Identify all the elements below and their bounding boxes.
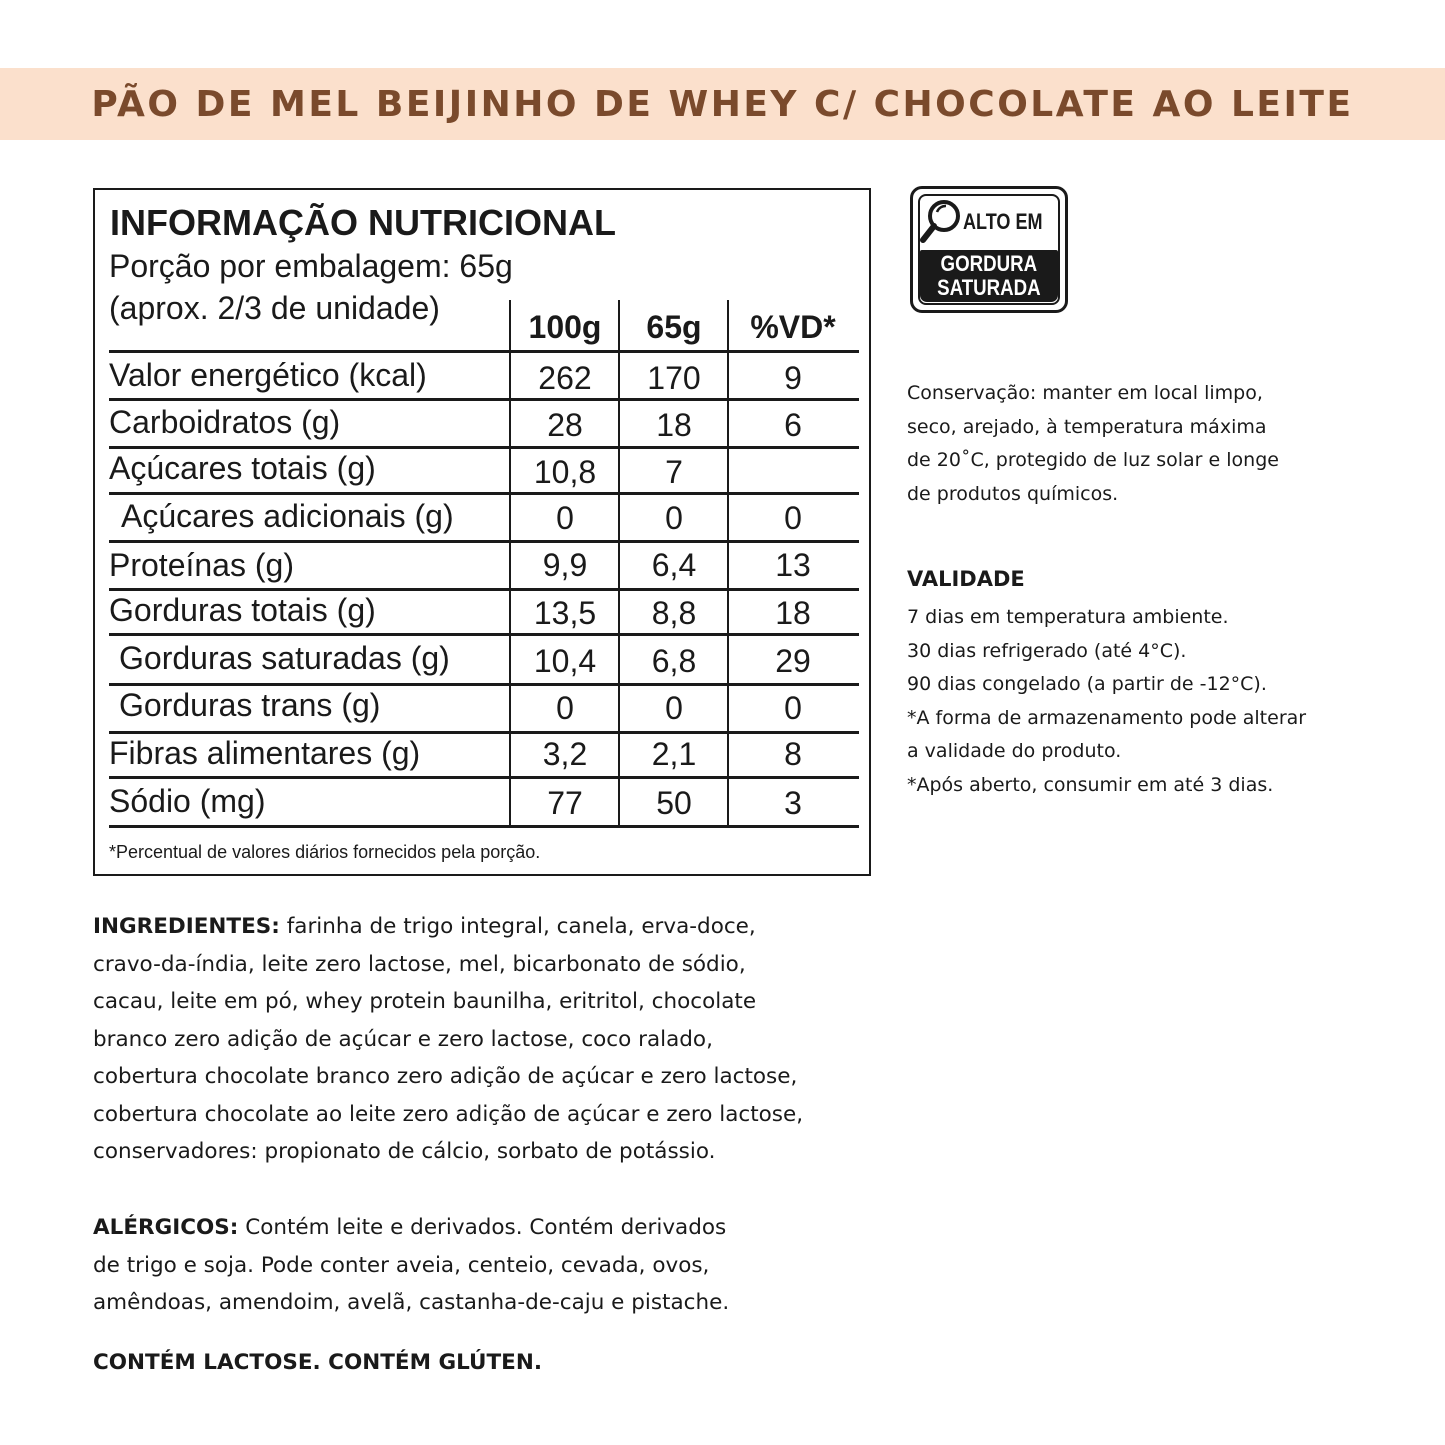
cell-proteins-65g: 6,4	[651, 547, 697, 583]
cell-saturated-fat-65g: 6,8	[651, 643, 697, 679]
ingredients-label: INGREDIENTES:	[93, 914, 280, 939]
row-label-trans-fat: Gorduras trans (g)	[119, 687, 381, 723]
serving-size: Porção por embalagem: 65g	[109, 248, 513, 284]
validity-title: VALIDADE	[907, 567, 1025, 591]
allergens-line: amêndoas, amendoim, avelã, castanha-de-caju e pistache.	[93, 1290, 730, 1315]
title-banner	[0, 68, 1445, 140]
row-label-total-fat: Gorduras totais (g)	[109, 592, 376, 628]
cell-proteins-100g: 9,9	[542, 547, 588, 583]
badge-line-2: SATURADA	[937, 275, 1041, 300]
nutrition-footnote: *Percentual de valores diários fornecidos pela porção.	[109, 842, 541, 862]
storage-instructions	[907, 377, 1279, 511]
cell-sodium-100g: 77	[547, 785, 583, 821]
storage-line: Conservação: manter em local limpo,	[907, 382, 1263, 404]
cell-trans-fat-vd: 0	[784, 690, 802, 726]
row-divider	[109, 825, 859, 828]
cell-energy-65g: 170	[647, 360, 701, 396]
cell-added-sugars-100g: 0	[556, 500, 574, 536]
row-label-saturated-fat: Gorduras saturadas (g)	[119, 640, 450, 676]
row-divider	[109, 776, 859, 779]
row-divider	[109, 398, 859, 401]
storage-line: seco, arejado, à temperatura máxima	[907, 415, 1267, 438]
cell-total-fat-vd: 18	[775, 595, 811, 631]
cell-carbs-65g: 18	[656, 407, 692, 443]
allergens-line: de trigo e soja. Pode conter aveia, centeio, cevada, ovos,	[93, 1252, 710, 1278]
validity-line: 7 dias em temperatura ambiente.	[907, 606, 1229, 628]
nutrition-facts-table	[93, 188, 871, 876]
row-divider	[109, 446, 859, 449]
nutrition-title: INFORMAÇÃO NUTRICIONAL	[110, 202, 616, 243]
badge-high-in-text: ALTO EM	[963, 209, 1043, 234]
cell-total-sugars-100g: 10,8	[533, 454, 597, 490]
serving-note: (aprox. 2/3 de unidade)	[109, 290, 440, 326]
cell-trans-fat-100g: 0	[556, 690, 574, 726]
cell-fiber-65g: 2,1	[651, 736, 697, 772]
validity-line: 90 dias congelado (a partir de -12°C).	[907, 673, 1267, 695]
storage-line: de produtos químicos.	[907, 482, 1119, 505]
validity-line: a validade do produto.	[907, 740, 1122, 762]
cell-total-fat-65g: 8,8	[651, 595, 697, 631]
validity-info	[907, 601, 1306, 802]
contains-warning: CONTÉM LACTOSE. CONTÉM GLÚTEN.	[93, 1350, 543, 1375]
row-divider	[109, 540, 859, 543]
row-label-sodium: Sódio (mg)	[109, 783, 266, 819]
high-saturated-fat-badge	[910, 186, 1068, 313]
column-header-65g: 65g	[646, 309, 702, 345]
validity-line: *Após aberto, consumir em até 3 dias.	[907, 773, 1274, 796]
row-divider	[109, 588, 859, 591]
cell-trans-fat-65g: 0	[665, 690, 683, 726]
ingredients-line: cravo-da-índia, leite zero lactose, mel, bicarbonato de sódio,	[93, 951, 746, 977]
row-label-total-sugars: Açúcares totais (g)	[109, 450, 376, 486]
badge-line-1: GORDURA	[940, 251, 1038, 276]
allergens-line: Contém leite e derivados. Contém derivados	[238, 1215, 727, 1240]
ingredients-line: cacau, leite em pó, whey protein baunilha, eritritol, chocolate	[93, 989, 757, 1014]
cell-fiber-100g: 3,2	[542, 736, 588, 772]
row-label-carbs: Carboidratos (g)	[109, 404, 341, 440]
ingredients-line: cobertura chocolate ao leite zero adição de açúcar e zero lactose,	[93, 1101, 804, 1127]
cell-energy-100g: 262	[538, 360, 592, 396]
allergens-section	[93, 1209, 729, 1322]
ingredients-section	[93, 908, 803, 1171]
storage-line: de 20˚C, protegido de luz solar e longe	[907, 449, 1279, 471]
row-divider	[109, 350, 859, 353]
badge-nutrient-panel	[920, 250, 1058, 302]
validity-line: *A forma de armazenamento pode alterar	[907, 706, 1307, 729]
cell-total-fat-100g: 13,5	[533, 595, 597, 631]
cell-saturated-fat-vd: 29	[775, 643, 811, 679]
cell-proteins-vd: 13	[775, 547, 811, 583]
cell-saturated-fat-100g: 10,4	[533, 643, 597, 679]
allergens-label: ALÉRGICOS:	[93, 1215, 239, 1240]
row-divider	[109, 731, 859, 734]
row-divider	[109, 633, 859, 636]
row-label-added-sugars: Açúcares adicionais (g)	[121, 498, 454, 534]
row-label-fiber: Fibras alimentares (g)	[109, 735, 421, 771]
cell-carbs-vd: 6	[784, 407, 802, 443]
cell-added-sugars-vd: 0	[784, 500, 802, 536]
cell-energy-vd: 9	[784, 360, 802, 396]
ingredients-line: conservadores: propionato de cálcio, sorbato de potássio.	[93, 1139, 716, 1164]
cell-sodium-65g: 50	[656, 785, 692, 821]
row-divider	[109, 492, 859, 495]
column-header-vd: %VD*	[750, 309, 836, 345]
ingredients-line: branco zero adição de açúcar e zero lactose, coco ralado,	[93, 1026, 713, 1052]
row-label-proteins: Proteínas (g)	[109, 547, 294, 583]
cell-sodium-vd: 3	[784, 785, 802, 821]
column-header-100g: 100g	[528, 309, 602, 345]
cell-total-sugars-65g: 7	[665, 454, 683, 490]
cell-fiber-vd: 8	[784, 736, 802, 772]
cell-carbs-100g: 28	[547, 407, 583, 443]
ingredients-line: cobertura chocolate branco zero adição de açúcar e zero lactose,	[93, 1064, 798, 1089]
magnifier-icon	[919, 194, 965, 246]
cell-added-sugars-65g: 0	[665, 500, 683, 536]
ingredients-line: farinha de trigo integral, canela, erva-doce,	[279, 914, 756, 939]
row-label-energy: Valor energético (kcal)	[109, 357, 427, 393]
row-divider	[109, 683, 859, 686]
product-title: PÃO DE MEL BEIJINHO DE WHEY C/ CHOCOLATE AO LEITE	[91, 83, 1354, 125]
validity-line: 30 dias refrigerado (até 4°C).	[907, 639, 1187, 662]
